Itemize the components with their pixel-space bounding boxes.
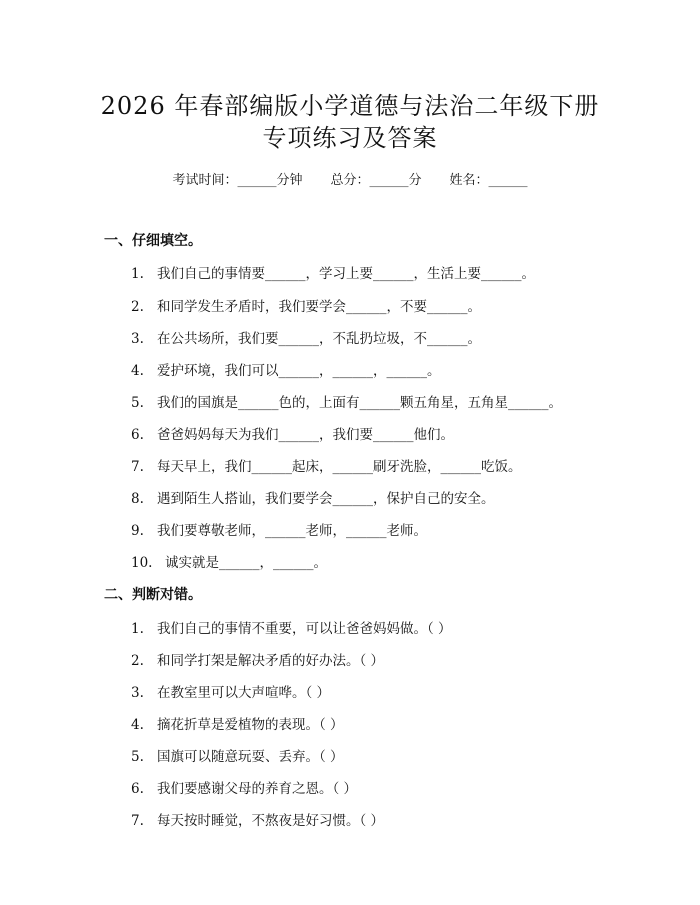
exam-meta — [0, 169, 700, 188]
list-item: 5. 我们的国旗是______色的，上面有______颗五角星，五角星______。 — [131, 395, 562, 411]
list-item: 1. 我们自己的事情要______，学习上要______，生活上要______。 — [131, 266, 535, 282]
document-title-line-1: 2026 年春部编版小学道德与法治二年级下册 — [100, 92, 600, 120]
list-item: 2. 和同学发生矛盾时，我们要学会______，不要______。 — [131, 299, 481, 315]
list-item: 4. 摘花折草是爱植物的表现。（ ） — [131, 717, 344, 733]
exam-time: 考试时间：______分钟 — [172, 173, 303, 188]
list-item: 8. 遇到陌生人搭讪，我们要学会______，保护自己的安全。 — [131, 491, 495, 507]
list-item: 5. 国旗可以随意玩耍、丢弃。（ ） — [131, 749, 344, 765]
list-item: 4. 爱护环境，我们可以______，______，______。 — [131, 363, 441, 379]
document-title-line-2: 专项练习及答案 — [262, 124, 438, 152]
list-item: 7. 每天早上，我们______起床，______刷牙洗脸，______吃饭。 — [131, 459, 522, 475]
list-item: 6. 爸爸妈妈每天为我们______，我们要______他们。 — [131, 427, 454, 443]
section-heading-fill-blank: 一、仔细填空。 — [104, 233, 202, 249]
list-item: 1. 我们自己的事情不重要，可以让爸爸妈妈做。（ ） — [131, 621, 452, 637]
list-item: 2. 和同学打架是解决矛盾的好办法。（ ） — [131, 653, 385, 669]
section-heading-true-false: 二、判断对错。 — [104, 587, 202, 603]
list-item: 3. 在教室里可以大声喧哗。（ ） — [131, 685, 331, 701]
total-score: 总分：______分 — [330, 173, 422, 188]
list-item: 3. 在公共场所，我们要______，不乱扔垃圾，不______。 — [131, 331, 481, 347]
list-item: 6. 我们要感谢父母的养育之恩。（ ） — [131, 781, 358, 797]
student-name: 姓名：______ — [449, 173, 528, 188]
list-item: 9. 我们要尊敬老师，______老师，______老师。 — [131, 523, 427, 539]
list-item: 7. 每天按时睡觉，不熬夜是好习惯。（ ） — [131, 813, 385, 829]
list-item: 10. 诚实就是______，______。 — [131, 555, 327, 571]
